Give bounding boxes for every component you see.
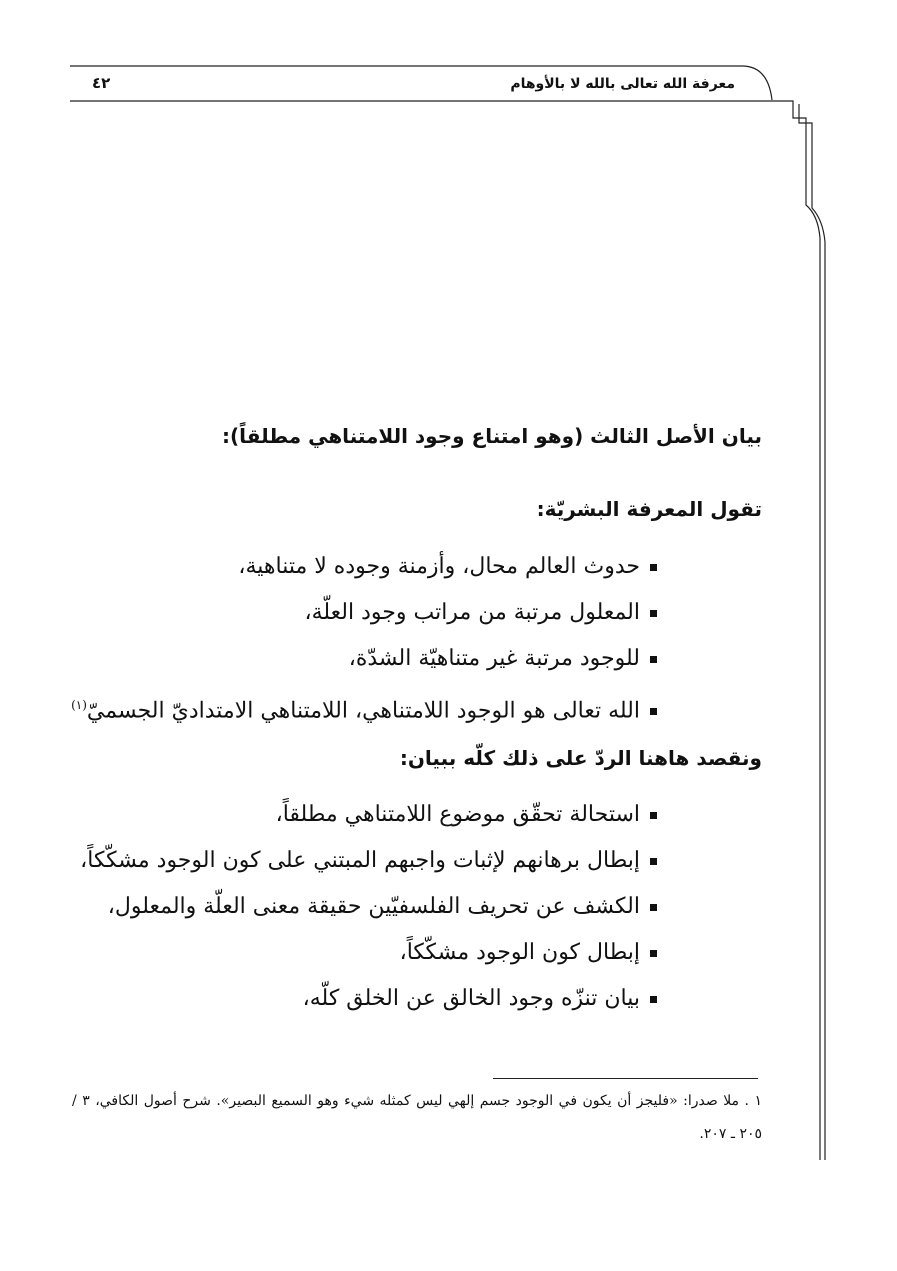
- aims-list: [80, 792, 657, 1022]
- list-item: [80, 792, 657, 838]
- bullet-icon: [650, 656, 657, 663]
- list-item: [80, 930, 657, 976]
- bullet-icon: [650, 610, 657, 617]
- list-item: [80, 884, 657, 930]
- aims-heading: ونقصد هاهنا الردّ على ذلك كلّه ببيان:: [399, 746, 762, 770]
- claims-heading: تقول المعرفة البشريّة:: [536, 497, 762, 521]
- list-item-text: إبطال كون الوجود مشكّكاً،: [399, 940, 640, 965]
- claims-list: [71, 544, 657, 728]
- bullet-icon: [650, 904, 657, 911]
- footnote-reference: (١): [71, 698, 87, 712]
- list-item-text: حدوث العالم محال، وأزمنة وجوده لا متناهية،: [238, 554, 640, 579]
- bullet-icon: [650, 950, 657, 957]
- bullet-icon: [650, 996, 657, 1003]
- page-number: ٤٢: [92, 74, 111, 92]
- list-item: [71, 682, 657, 728]
- list-item-text: إبطال برهانهم لإثبات واجبهم المبتني على كون الوجود مشكّكاً،: [80, 848, 640, 873]
- list-item-text: للوجود مرتبة غير متناهيّة الشدّة،: [348, 646, 640, 671]
- section-heading: بيان الأصل الثالث (وهو امتناع وجود اللامتناهي مطلقاً):: [222, 424, 762, 448]
- footnote: ١ . ملا صدرا: «فليجز أن يكون في الوجود جسم إلهي ليس كمثله شيء وهو السميع البصير». شرح أصول الكافي، ٣ / ٢٠٥ ـ ٢٠٧.: [72, 1093, 762, 1142]
- bullet-icon: [650, 858, 657, 865]
- list-item: [80, 838, 657, 884]
- list-item: [71, 636, 657, 682]
- list-item-text: المعلول مرتبة من مراتب وجود العلّة،: [304, 600, 640, 625]
- bullet-icon: [650, 812, 657, 819]
- list-item: [71, 544, 657, 590]
- list-item-text: الله تعالى هو الوجود اللامتناهي، اللامتناهي الامتداديّ الجسميّ: [86, 698, 640, 724]
- list-item-text: بيان تنزّه وجود الخالق عن الخلق كلّه،: [302, 986, 640, 1011]
- list-item: [80, 976, 657, 1022]
- bullet-icon: [650, 564, 657, 571]
- list-item: [71, 590, 657, 636]
- running-title: معرفة الله تعالى بالله لا بالأوهام: [510, 76, 735, 92]
- list-item-text: استحالة تحقّق موضوع اللامتناهي مطلقاً،: [275, 802, 640, 827]
- footnote-divider: [493, 1078, 758, 1079]
- list-item-text: الكشف عن تحريف الفلسفيّين حقيقة معنى العلّة والمعلول،: [107, 894, 640, 919]
- bullet-icon: [650, 708, 657, 715]
